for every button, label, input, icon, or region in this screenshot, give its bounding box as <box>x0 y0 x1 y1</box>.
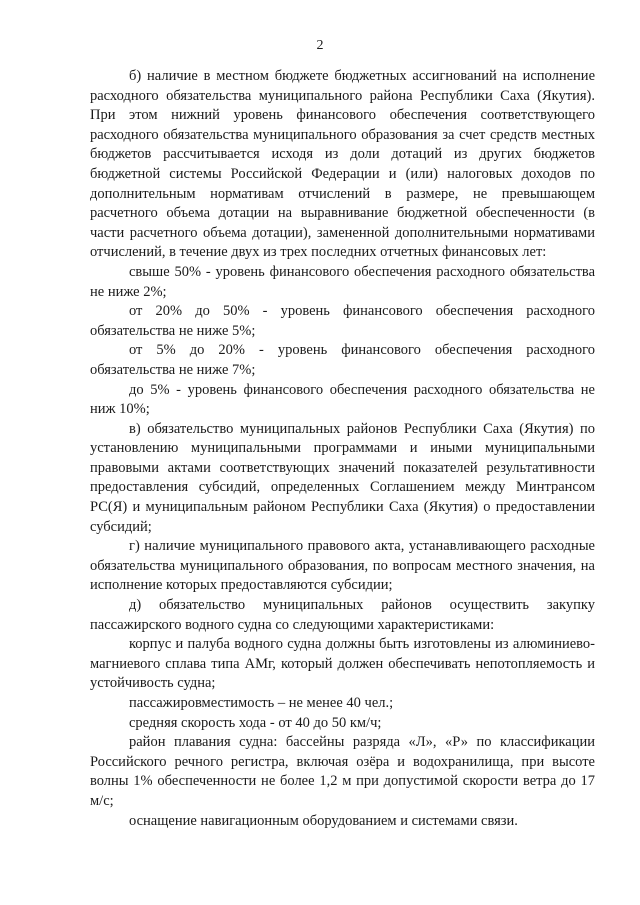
page-number: 2 <box>316 38 324 53</box>
paragraph-hull-material: корпус и палуба водного судна должны быть изготовлены из алюминиево-магниевого сплава типа АМг, который должен обеспечивать непотопляемость и устойчивость судна; <box>90 636 595 692</box>
paragraph-equipment: оснащение навигационным оборудованием и системами связи. <box>129 812 518 829</box>
document-body <box>90 67 595 831</box>
paragraph-legal-act: г) наличие муниципального правового акта, устанавливающего расходные обязательства муниципального образования, по вопросам местного значения, на исполнение которых предоставляются субсидии; <box>90 538 595 594</box>
paragraph-5-to-20: от 5% до 20% - уровень финансового обеспечения расходного обязательства не ниже 7%; <box>90 342 595 378</box>
paragraph-performance-indicators: в) обязательство муниципальных районов Республики Саха (Якутия) по установлению муниципальными программами и иными муниципальными правовыми актами соответствующих значений показателей результативности предоставления субсидий, определенных Соглашением между Минтрансом РС(Я) и муниципальным районом Республики Саха (Якутия) о предоставлении субсидий; <box>90 420 595 535</box>
paragraph-passenger-capacity: пассажировместимость – не менее 40 чел.; <box>129 695 394 711</box>
paragraph-under-5: до 5% - уровень финансового обеспечения расходного обязательства не ниж 10%; <box>90 381 595 418</box>
paragraph-navigation-area: район плавания судна: бассейны разряда «Л», «Р» по классификации Российского речного регистра, включая озёра и водохранилища, при высоте волны 1% обеспеченности не более 1,2 м при допустимой скорости ветра до 17 м/с; <box>90 734 595 809</box>
paragraph-budget-allocations: б) наличие в местном бюджете бюджетных ассигнований на исполнение расходного обязательства муниципального района Республики Саха (Якутия). При этом нижний уровень финансового обеспечения соответствующего расходного обязательства муниципального образования за счет средств местных бюджетов рассчитывается исходя из доли дотаций из других бюджетов бюджетной системы Российской Федерации и (или) налоговых доходов по дополнительным нормативам отчислений в размере, не превышающем расчетного объема дотации на выравнивание бюджетной обеспеченности (в части расчетного объема дотации), замененной дополнительными нормативами отчислений, в течение двух из трех последних отчетных финансовых лет: <box>90 68 595 261</box>
paragraph-over-50: свыше 50% - уровень финансового обеспечения расходного обязательства не ниже 2%; <box>90 263 595 300</box>
paragraph-speed: средняя скорость хода - от 40 до 50 км/ч; <box>129 714 382 731</box>
paragraph-20-to-50: от 20% до 50% - уровень финансового обеспечения расходного обязательства не ниже 5%; <box>90 303 595 339</box>
paragraph-vessel-purchase: д) обязательство муниципальных районов осуществить закупку пассажирского водного судна со следующими характеристиками: <box>90 597 595 633</box>
